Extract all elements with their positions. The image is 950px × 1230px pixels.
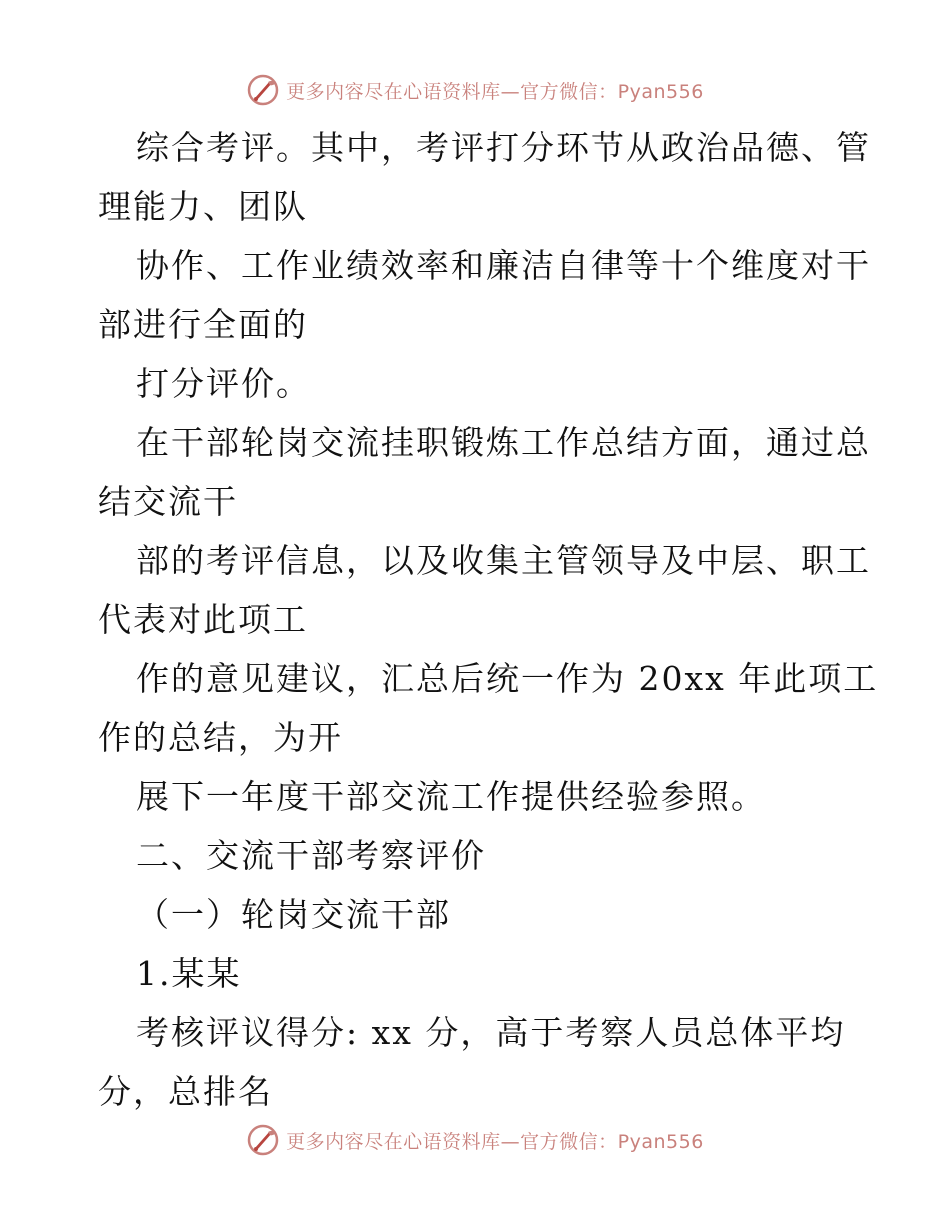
text-line: 分，总排名 [98,1072,273,1111]
header-watermark-banner [0,70,950,110]
item-heading: 1.某某 [136,954,242,993]
feather-pen-logo-icon [246,1123,280,1157]
text-line: 部进行全面的 [98,305,308,344]
subsection-heading: （一）轮岗交流干部 [136,895,451,934]
footer-watermark-text: 更多内容尽在心语资料库—官方微信：Pyan556 [286,1130,704,1153]
text-line: 协作、工作业绩效率和廉洁自律等十个维度对干 [136,246,871,285]
text-line: 考核评议得分: xx 分，高于考察人员总体平均 [136,1013,846,1052]
text-line: 代表对此项工 [98,600,308,639]
text-line: 结交流干 [98,482,238,521]
text-line: 部的考评信息，以及收集主管领导及中层、职工 [136,541,871,580]
feather-pen-logo-icon [246,73,280,107]
text-line: 理能力、团队 [98,187,308,226]
document-body [98,118,879,1121]
text-line: 展下一年度干部交流工作提供经验参照。 [136,777,766,816]
text-line: 打分评价。 [136,364,311,403]
header-watermark-text: 更多内容尽在心语资料库—官方微信：Pyan556 [286,80,704,103]
text-line: 在干部轮岗交流挂职锻炼工作总结方面，通过总 [136,423,871,462]
footer-watermark-banner [0,1120,950,1160]
section-heading: 二、交流干部考察评价 [136,836,486,875]
text-line: 作的总结，为开 [98,718,343,757]
text-line: 作的意见建议，汇总后统一作为 20xx 年此项工 [136,659,879,698]
text-line: 综合考评。其中，考评打分环节从政治品德、管 [136,128,871,167]
